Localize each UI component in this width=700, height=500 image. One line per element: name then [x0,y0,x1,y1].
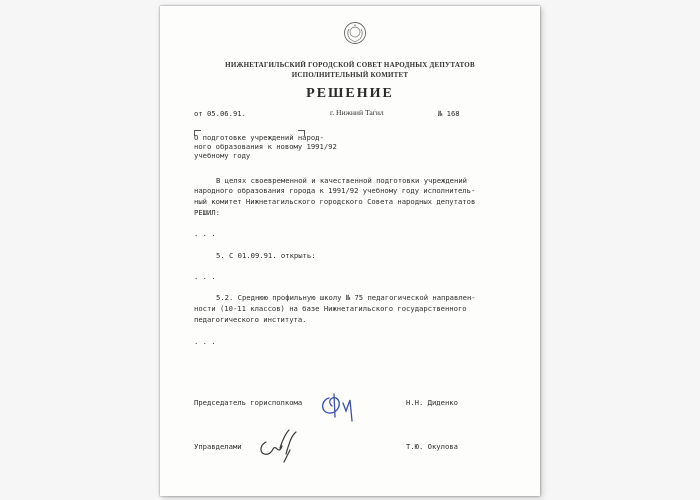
state-emblem-icon [343,21,367,45]
subject-line: ного образования к новому 1991/92 [194,142,337,151]
header-council-name: НИЖНЕТАГИЛЬСКИЙ ГОРОДСКОЙ СОВЕТ НАРОДНЫХ ДЕПУТАТОВ [225,61,475,69]
item-5: 5. С 01.09.91. открыть: [216,251,316,260]
chairman-signature [315,388,369,424]
item-5-2-line: ности (10-11 классов) на базе Нижнетагильского государственного [194,304,467,313]
body-line: В целях своевременной и качественной подготовки учреждений [216,176,467,185]
signatory-name: Т.Ю. Окулова [406,442,458,451]
body-line: народного образования города к 1991/92 учебному году исполнитель- [194,186,476,195]
header-committee-name: ИСПОЛНИТЕЛЬНЫЙ КОМИТЕТ [291,71,409,79]
decision-date: от 05.06.91. [194,109,246,118]
document-title: РЕШЕНИЕ [306,86,394,101]
decision-number: № 168 [438,109,460,118]
item-5-2-line: 5.2. Среднюю профильную школу № 75 педагогической направлен- [216,293,476,302]
signatory-role: Управделами [194,442,242,451]
manager-signature [256,424,302,466]
ellipsis: . . . [194,337,216,346]
body-line: ный комитет Нижнетагильского городского Совета народных депутатов [194,197,476,206]
decision-city: г. Нижний Тагил [330,108,384,117]
subject-line: учебному году [194,151,251,160]
signatory-role: Председатель горисполкома [194,398,303,407]
signatory-name: Н.Н. Диденко [406,398,458,407]
ellipsis: . . . [194,229,216,238]
body-line: РЕШИЛ: [194,208,220,217]
ellipsis: . . . [194,272,216,281]
document-page [160,6,540,496]
subject-line: О подготовке учреждений народ- [194,133,324,142]
item-5-2-line: педагогического института. [194,315,307,324]
